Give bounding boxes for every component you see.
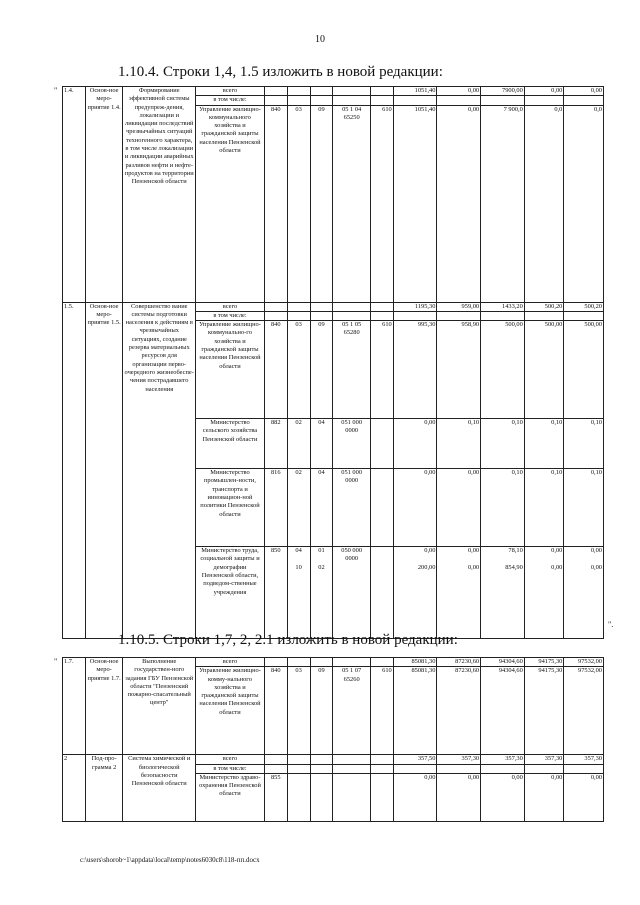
cell-v1: 357,50: [393, 755, 437, 764]
cell-v1: 1051,40: [393, 87, 437, 96]
cell-vr: [370, 658, 393, 667]
cell-v3: 500,00: [481, 321, 525, 419]
cell-exec: Министерство здраво-охранения Пензенской области: [196, 773, 265, 821]
cell-grbs: 882: [264, 419, 287, 469]
cell-v5: [564, 764, 604, 773]
cell-v2: [437, 311, 481, 320]
cell-grbs: 850: [264, 547, 287, 639]
section-heading-1: 1.10.4. Строки 1,4, 1.5 изложить в новой редакции:: [118, 64, 443, 80]
cell-csr: 05 1 05 65280: [333, 321, 370, 419]
measure-type: Под-про-грамма 2: [85, 755, 122, 822]
measure-type: Основ-ное меро-приятие 1.5.: [85, 302, 122, 639]
cell-csr: [333, 773, 370, 821]
cell-v3: 94304,60: [481, 667, 525, 755]
row-number: 2: [63, 755, 86, 822]
cell-pr: 09: [310, 667, 333, 755]
cell-exec: Министерство труда, социальной защиты и демографии Пензенской области, подведом-ственные учреждения: [196, 547, 265, 639]
cell-v1: 85081,30: [393, 658, 437, 667]
cell-pr: [310, 658, 333, 667]
cell-vr: [370, 87, 393, 96]
cell-exec: всего: [196, 658, 265, 667]
cell-csr: 05 1 07 65260: [333, 667, 370, 755]
measure-type: Основ-ное меро-приятие 1.7.: [85, 658, 122, 755]
cell-csr: [333, 755, 370, 764]
cell-rz: 02: [287, 469, 310, 547]
measure-name: Совершенство вание системы подготовки населения к действиям в чрезвычайных ситуациях, создание резерва материальных ресурсов для организации перво-очередного жизнеобеспе-чения пострадавшего населения: [123, 302, 196, 639]
cell-v3: 0,10: [481, 419, 525, 469]
cell-grbs: [264, 96, 287, 105]
cell-pr: [310, 755, 333, 764]
cell-v4: [524, 764, 564, 773]
cell-v5: 0,0: [564, 105, 604, 302]
cell-v3: 7900,00: [481, 87, 525, 96]
cell-v3: 0,00: [481, 773, 525, 821]
cell-v4: [524, 311, 564, 320]
close-quote-1: ".: [608, 620, 614, 629]
cell-grbs: [264, 302, 287, 311]
cell-vr: [370, 96, 393, 105]
cell-v3: 1433,20: [481, 302, 525, 311]
cell-v5: 97532,00: [564, 658, 604, 667]
cell-v1: 1051,40: [393, 105, 437, 302]
program-table-1: [62, 86, 604, 639]
cell-v2: 0,00: [437, 87, 481, 96]
cell-v5: 0,10: [564, 419, 604, 469]
cell-csr: 050 000 0000: [333, 547, 370, 639]
cell-exec: Министерство сельского хозяйства Пензенской области: [196, 419, 265, 469]
cell-rz: 02: [287, 419, 310, 469]
cell-v3: [481, 311, 525, 320]
table-row: [63, 755, 604, 764]
cell-rz: [287, 764, 310, 773]
cell-vr: [370, 547, 393, 639]
measure-name: Формирование эффективной системы предупреж-дения, локализации и ликвидации последствий чрезвычайных ситуаций техногенного характера, в том числе локализации и ликвидации аварийных разливов нефти и нефте-продуктов на территории Пензенской области: [123, 87, 196, 303]
section-heading-2: 1.10.5. Строки 1,7, 2, 2.1 изложить в новой редакции:: [118, 632, 458, 648]
cell-vr: [370, 419, 393, 469]
cell-v5: 0,00: [564, 773, 604, 821]
file-path-footer: c:\users\shorob~1\appdata\local\temp\notes6030c8\118-пп.docx: [80, 856, 260, 864]
cell-csr: [333, 311, 370, 320]
cell-vr: 610: [370, 667, 393, 755]
cell-pr: [310, 302, 333, 311]
cell-v4: 500,20: [524, 302, 564, 311]
cell-vr: [370, 755, 393, 764]
cell-v1: 0,00: [393, 419, 437, 469]
cell-pr: 09: [310, 321, 333, 419]
row-number: 1.5.: [63, 302, 86, 639]
cell-grbs: 840: [264, 105, 287, 302]
cell-exec: в том числе:: [196, 96, 265, 105]
cell-rz: [287, 87, 310, 96]
cell-pr: 04: [310, 419, 333, 469]
cell-v5: 0,00: [564, 87, 604, 96]
cell-rz: 03: [287, 321, 310, 419]
cell-v4: 0,00: [524, 87, 564, 96]
cell-v5: 0,10: [564, 469, 604, 547]
cell-csr: 05 1 04 65250: [333, 105, 370, 302]
cell-vr: [370, 773, 393, 821]
cell-v3: 357,30: [481, 755, 525, 764]
cell-pr: [310, 773, 333, 821]
open-quote-2: ": [54, 657, 58, 666]
cell-pr: [310, 311, 333, 320]
cell-pr: [310, 764, 333, 773]
cell-exec: Управление жилищно-комму-нального хозяйства и гражданской защиты населения Пензенской области: [196, 667, 265, 755]
cell-exec: в том числе:: [196, 764, 265, 773]
open-quote-1: ": [54, 86, 58, 95]
cell-csr: [333, 764, 370, 773]
cell-grbs: [264, 311, 287, 320]
cell-v3: [481, 764, 525, 773]
cell-v4: 500,00: [524, 321, 564, 419]
cell-v2: [437, 764, 481, 773]
cell-exec: всего: [196, 87, 265, 96]
cell-v1: 0,00 200,00: [393, 547, 437, 639]
measure-name: Выполнение государствен-ного задания ГБУ Пензенской области "Пензенский пожарно-спасательный центр": [123, 658, 196, 755]
cell-v4: 357,30: [524, 755, 564, 764]
cell-pr: 09: [310, 105, 333, 302]
cell-rz: [287, 658, 310, 667]
cell-csr: [333, 658, 370, 667]
cell-exec: всего: [196, 302, 265, 311]
cell-v5: 500,20: [564, 302, 604, 311]
cell-exec: Управление жилищно-коммунального хозяйства и гражданской защиты населения Пензенской области: [196, 105, 265, 302]
cell-v2: 0,00 0,00: [437, 547, 481, 639]
cell-v4: 0,10: [524, 419, 564, 469]
cell-csr: 051 000 0000: [333, 419, 370, 469]
cell-rz: [287, 773, 310, 821]
cell-v1: 1195,30: [393, 302, 437, 311]
cell-rz: [287, 302, 310, 311]
cell-v2: 958,90: [437, 321, 481, 419]
cell-v1: [393, 96, 437, 105]
cell-vr: [370, 311, 393, 320]
cell-pr: [310, 87, 333, 96]
cell-grbs: 840: [264, 667, 287, 755]
cell-v1: 85081,30: [393, 667, 437, 755]
cell-v2: 0,10: [437, 419, 481, 469]
cell-v2: 959,00: [437, 302, 481, 311]
cell-vr: [370, 764, 393, 773]
cell-v4: 0,10: [524, 469, 564, 547]
cell-v1: 995,30: [393, 321, 437, 419]
cell-v2: 87230,60: [437, 667, 481, 755]
cell-exec: всего: [196, 755, 265, 764]
table-row: [63, 658, 604, 667]
measure-name: Система химической и биологической безопасности Пензенской области: [123, 755, 196, 822]
cell-vr: [370, 469, 393, 547]
table-row: [63, 87, 604, 96]
cell-v2: 0,00: [437, 105, 481, 302]
cell-grbs: [264, 764, 287, 773]
cell-vr: 610: [370, 105, 393, 302]
page-number: 10: [315, 34, 325, 45]
cell-csr: [333, 302, 370, 311]
cell-exec: в том числе:: [196, 311, 265, 320]
cell-v5: [564, 96, 604, 105]
cell-v2: [437, 96, 481, 105]
cell-pr: [310, 96, 333, 105]
cell-v1: 0,00: [393, 773, 437, 821]
cell-v2: 0,00: [437, 469, 481, 547]
cell-csr: [333, 96, 370, 105]
program-table-2: [62, 657, 604, 822]
cell-v5: 0,00 0,00: [564, 547, 604, 639]
row-number: 1.7.: [63, 658, 86, 755]
cell-v5: [564, 311, 604, 320]
cell-csr: [333, 87, 370, 96]
cell-v3: 94304,60: [481, 658, 525, 667]
cell-vr: [370, 302, 393, 311]
cell-grbs: 816: [264, 469, 287, 547]
cell-v3: [481, 96, 525, 105]
cell-v5: 500,00: [564, 321, 604, 419]
cell-v4: 94175,30: [524, 667, 564, 755]
table-row: [63, 302, 604, 311]
cell-v4: 94175,30: [524, 658, 564, 667]
cell-v4: 0,0: [524, 105, 564, 302]
cell-exec: Министерство промышлен-ности, транспорта и инновацион-ной политики Пензенской области: [196, 469, 265, 547]
cell-v1: 0,00: [393, 469, 437, 547]
measure-type: Основ-ное меро-приятие 1.4.: [85, 87, 122, 303]
cell-grbs: 840: [264, 321, 287, 419]
cell-rz: 04 10: [287, 547, 310, 639]
cell-v2: 357,30: [437, 755, 481, 764]
cell-csr: 051 000 0000: [333, 469, 370, 547]
cell-v4: 0,00: [524, 773, 564, 821]
cell-grbs: [264, 755, 287, 764]
cell-v5: 357,30: [564, 755, 604, 764]
cell-v3: 78,10 854,90: [481, 547, 525, 639]
cell-rz: 03: [287, 105, 310, 302]
cell-v1: [393, 311, 437, 320]
cell-v3: 0,10: [481, 469, 525, 547]
cell-grbs: 855: [264, 773, 287, 821]
cell-v5: 97532,00: [564, 667, 604, 755]
cell-rz: 03: [287, 667, 310, 755]
cell-v2: 0,00: [437, 773, 481, 821]
cell-pr: 04: [310, 469, 333, 547]
cell-rz: [287, 96, 310, 105]
cell-rz: [287, 311, 310, 320]
cell-v4: [524, 96, 564, 105]
cell-v4: 0,00 0,00: [524, 547, 564, 639]
cell-grbs: [264, 87, 287, 96]
row-number: 1.4.: [63, 87, 86, 303]
cell-vr: 610: [370, 321, 393, 419]
cell-v3: 7 900,0: [481, 105, 525, 302]
cell-rz: [287, 755, 310, 764]
cell-exec: Управление жилищно-коммунально-го хозяйства и гражданской защиты населения Пензенской области: [196, 321, 265, 419]
cell-v2: 87230,60: [437, 658, 481, 667]
cell-grbs: [264, 658, 287, 667]
cell-v1: [393, 764, 437, 773]
cell-pr: 01 02: [310, 547, 333, 639]
